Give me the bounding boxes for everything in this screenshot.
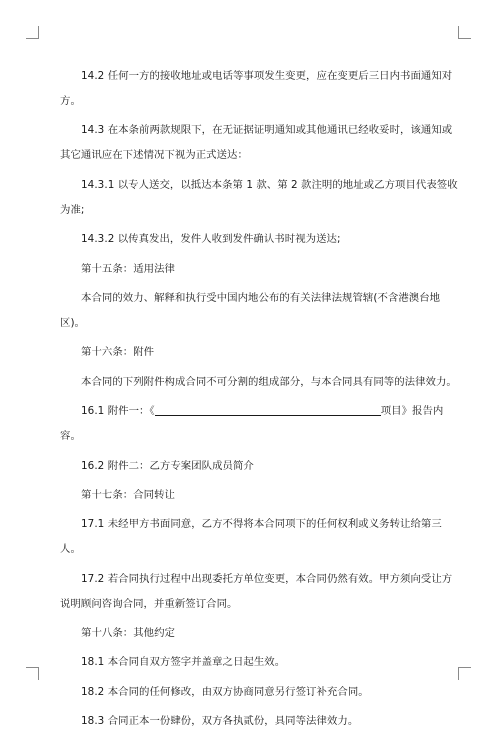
clause-18-3: 18.3 合同正本一份肆份，双方各执贰份，具同等法律效力。 [81, 715, 359, 728]
clause-17-2: 17.2 若合同执行过程中出现委托方单位变更，本合同仍然有效。甲方须向受让方说明顾问咨询合同，并重新签订合同。 [60, 572, 453, 610]
clause-16-1-prefix: 16.1 附件一：《 [81, 405, 155, 418]
project-name-blank [155, 403, 381, 416]
article-17-heading: 第十七条：合同转让 [81, 488, 175, 501]
article-15-body: 本合同的效力、解释和执行受中国内地公布的有关法律法规管辖(不含港澳台地区)。 [60, 291, 441, 329]
crop-mark-bottom-left [26, 667, 39, 680]
clause-18-1: 18.1 本合同自双方签字并盖章之日起生效。 [81, 656, 286, 669]
clause-17-1: 17.1 未经甲方书面同意，乙方不得将本合同项下的任何权利或义务转让给第三人。 [60, 518, 442, 556]
clause-14-3: 14.3 在本条前两款规限下，在无证据证明通知或其他通讯已经收妥时，该通知或其它通讯应在下述情况下视为正式送达： [60, 124, 453, 162]
article-16-body: 本合同的下列附件构成合同不可分割的组成部分，与本合同具有同等的法律效力。 [81, 375, 457, 388]
clause-14-3-1: 14.3.1 以专人送交，以抵达本条第 1 款、第 2 款注明的地址或乙方项目代表签收为准; [60, 178, 458, 216]
article-15-heading: 第十五条：适用法律 [81, 262, 175, 275]
crop-mark-top-right [458, 26, 471, 39]
article-16-heading: 第十六条：附件 [81, 346, 155, 359]
clause-14-2: 14.2 任何一方的接收地址或电话等事项发生变更，应在变更后三日内书面通知对方。 [60, 70, 453, 107]
crop-mark-top-left [26, 26, 39, 39]
clause-14-3-2: 14.3.2 以传真发出，发件人收到发件确认书时视为送达; [81, 233, 341, 246]
article-18-heading: 第十八条：其他约定 [81, 627, 175, 640]
document-body [60, 64, 460, 739]
clause-18-2: 18.2 本合同的任何修改，由双方协商同意另行签订补充合同。 [81, 685, 369, 698]
clause-16-1 [60, 399, 460, 449]
clause-16-2: 16.2 附件二：乙方专案团队成员简介 [81, 459, 254, 472]
clause-16-1-suffix: 项目》报告内容。 [60, 405, 444, 443]
